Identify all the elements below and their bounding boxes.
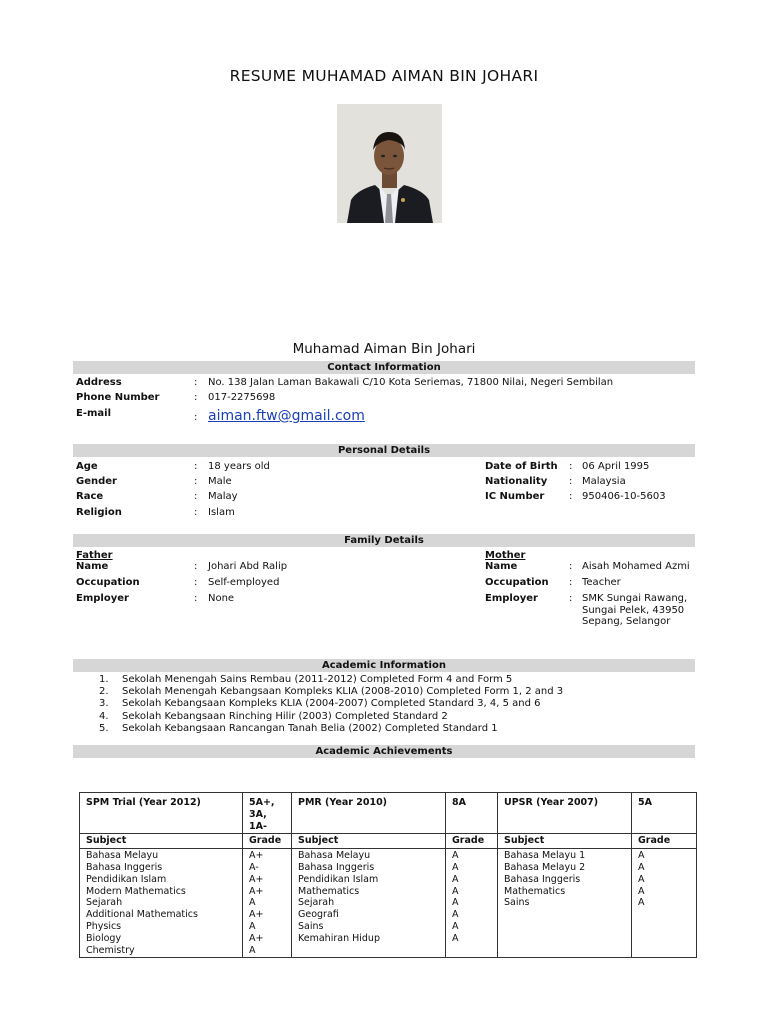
list-item: 4. Sekolah Kebangsaan Rinching Hilir (2003) Completed Standard 2 [99,710,448,722]
email-link[interactable]: aiman.ftw@gmail.com [208,408,365,424]
dob-label: Date of Birth [485,461,558,472]
pmr-result: 8A [446,793,498,834]
spm-grades: A+ A- A+ A+ A A+ A A+ A [243,849,292,958]
subject-header: Subject [80,834,243,849]
colon: : [194,491,198,502]
section-contact-information: Contact Information [73,361,695,374]
full-name-heading: Muhamad Aiman Bin Johari [292,341,476,357]
mother-employer-line: Sungai Pelek, 43950 [582,605,685,616]
colon: : [194,377,198,388]
mother-name-label: Name [485,561,518,572]
section-family-details: Family Details [73,534,695,547]
section-academic-achievements: Academic Achievements [73,745,695,758]
dob-value: 06 April 1995 [582,461,650,472]
upsr-title: UPSR (Year 2007) [498,793,632,834]
mother-employer-line: SMK Sungai Rawang, [582,593,688,604]
upsr-result: 5A [632,793,697,834]
father-heading: Father [76,550,113,561]
colon: : [569,461,573,472]
academic-list [99,674,563,735]
colon: : [569,561,573,572]
colon: : [569,593,573,604]
mother-occupation-label: Occupation [485,577,549,588]
colon: : [194,507,198,518]
section-academic-information: Academic Information [73,659,695,672]
colon: : [569,476,573,487]
exam-header-row [80,793,697,834]
colon: : [194,593,198,604]
colon: : [194,412,198,423]
age-label: Age [76,461,98,472]
father-name-value: Johari Abd Ralip [208,561,288,572]
address-value: No. 138 Jalan Laman Bakawali C/10 Kota Seriemas, 71800 Nilai, Negeri Sembilan [208,377,614,388]
father-employer-label: Employer [76,593,129,604]
religion-label: Religion [76,507,122,518]
portrait-image [337,104,442,223]
mother-occupation-value: Teacher [582,577,621,588]
grade-header: Grade [446,834,498,849]
nationality-value: Malaysia [582,476,626,487]
grade-header: Grade [243,834,292,849]
list-item: 2. Sekolah Menengah Kebangsaan Kompleks KLIA (2008-2010) Completed Form 1, 2 and 3 [99,686,564,698]
spm-result: 5A+, 3A, 1A- [243,793,292,834]
gender-value: Male [208,476,232,487]
race-value: Malay [208,491,238,502]
colon: : [194,577,198,588]
grade-header: Grade [632,834,697,849]
subjects-row [80,849,697,958]
colon: : [194,476,198,487]
religion-value: Islam [208,507,235,518]
spm-title: SPM Trial (Year 2012) [80,793,243,834]
father-employer-value: None [208,593,235,604]
subject-header: Subject [292,834,446,849]
list-item: 1. Sekolah Menengah Sains Rembau (2011-2012) Completed Form 4 and Form 5 [99,674,513,685]
father-occupation-label: Occupation [76,577,140,588]
ic-value: 950406-10-5603 [582,491,666,502]
nationality-label: Nationality [485,476,548,487]
father-occupation-value: Self-employed [208,577,280,588]
mother-employer-label: Employer [485,593,538,604]
colon: : [569,577,573,588]
colon: : [194,561,198,572]
phone-label: Phone Number [76,392,160,403]
colon: : [194,392,198,403]
colon: : [194,461,198,472]
race-label: Race [76,491,104,502]
upsr-grades: A A A A A [632,849,697,958]
document-title: RESUME MUHAMAD AIMAN BIN JOHARI [229,67,539,85]
age-value: 18 years old [208,461,270,472]
pmr-grades: A A A A A A A A [446,849,498,958]
pmr-subjects: Bahasa Melayu Bahasa Inggeris Pendidikan Islam Mathematics Sejarah Geografi Sains Kemahiran Hidup [292,849,446,958]
mother-name-value: Aisah Mohamed Azmi [582,561,690,572]
column-header-row [80,834,697,849]
mother-heading: Mother [485,550,526,561]
profile-photo [337,104,442,223]
colon: : [569,491,573,502]
list-item: 3. Sekolah Kebangsaan Kompleks KLIA (2004-2007) Completed Standard 3, 4, 5 and 6 [99,698,541,710]
address-label: Address [76,377,122,388]
spm-subjects: Bahasa Melayu Bahasa Inggeris Pendidikan Islam Modern Mathematics Sejarah Additional Mathematics Physics Biology Chemistry [80,849,243,958]
father-name-label: Name [76,561,109,572]
mother-employer-line: Sepang, Selangor [582,616,671,627]
email-label: E-mail [76,408,112,419]
achievements-table [79,792,697,958]
ic-label: IC Number [485,491,545,502]
upsr-subjects: Bahasa Melayu 1 Bahasa Melayu 2 Bahasa Inggeris Mathematics Sains [498,849,632,958]
list-item: 5. Sekolah Kebangsaan Rancangan Tanah Belia (2002) Completed Standard 1 [99,722,498,734]
section-personal-details: Personal Details [73,444,695,457]
pmr-title: PMR (Year 2010) [292,793,446,834]
phone-value: 017-2275698 [208,392,276,403]
subject-header: Subject [498,834,632,849]
gender-label: Gender [76,476,117,487]
